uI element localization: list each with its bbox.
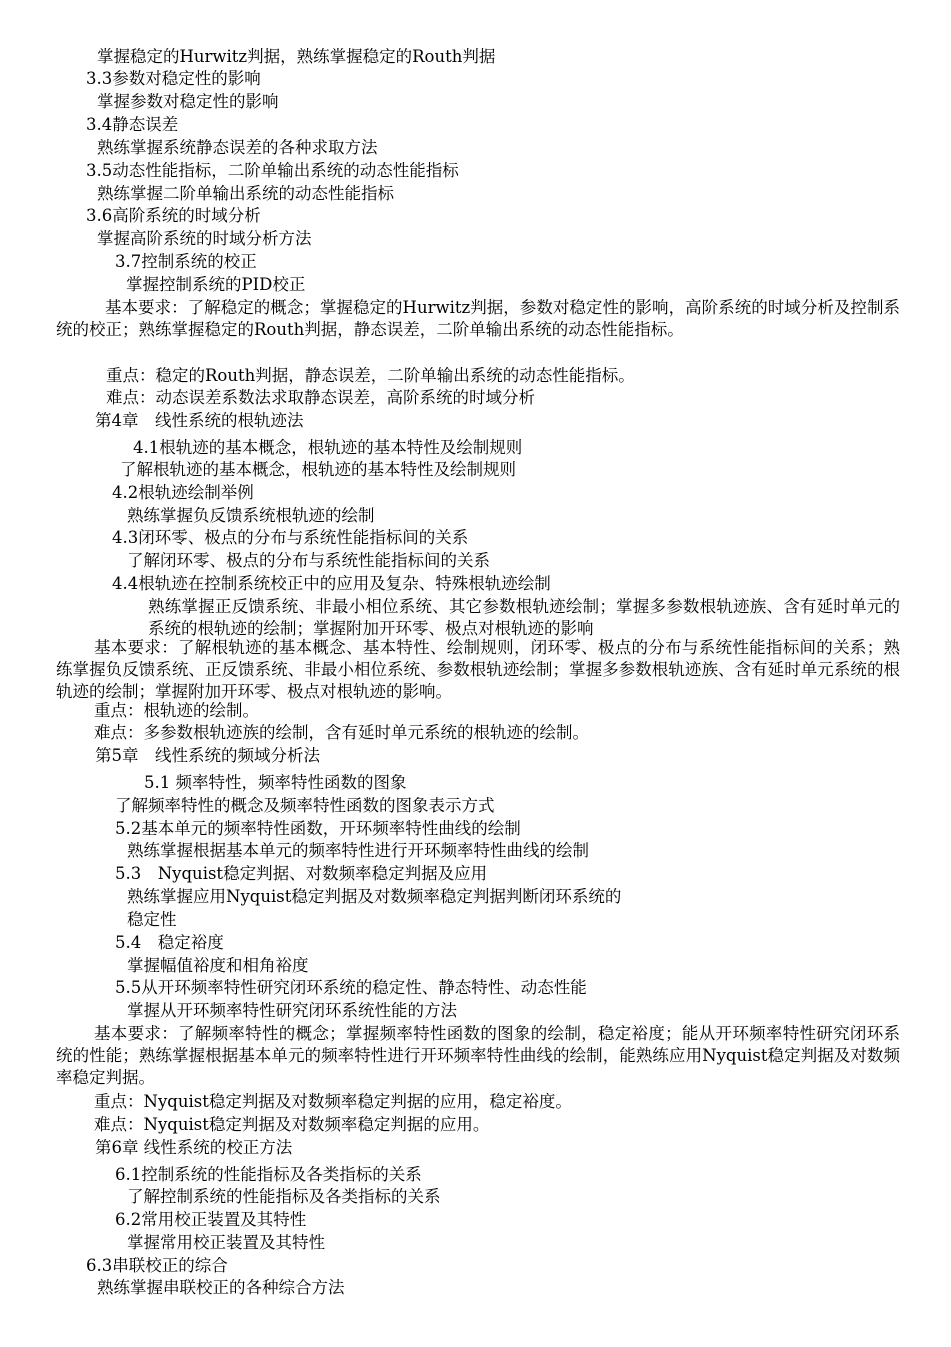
section-heading: 3.5动态性能指标，二阶单输出系统的动态性能指标 bbox=[86, 161, 459, 180]
key-points-line: 重点：根轨迹的绘制。 bbox=[94, 701, 259, 720]
chapter-heading: 第5章 线性系统的频域分析法 bbox=[95, 746, 320, 765]
text-line: 掌握控制系统的PID校正 bbox=[126, 275, 306, 294]
text-line: 熟练掌握应用Nyquist稳定判据及对数频率稳定判据判断闭环系统的 bbox=[127, 887, 622, 906]
difficulties-line: 难点：动态误差系数法求取静态误差，高阶系统的时域分析 bbox=[106, 388, 535, 407]
text-line: 熟练掌握系统静态误差的各种求取方法 bbox=[97, 138, 378, 157]
difficulties-line: 难点：多参数根轨迹族的绘制，含有延时单元系统的根轨迹的绘制。 bbox=[94, 723, 589, 742]
key-points-line: 重点：稳定的Routh判据，静态误差，二阶单输出系统的动态性能指标。 bbox=[106, 366, 635, 385]
section-heading: 3.3参数对稳定性的影响 bbox=[86, 69, 261, 88]
text-line: 掌握从开环频率特性研究闭环系统性能的方法 bbox=[127, 1001, 457, 1020]
section-heading: 5.3 Nyquist稳定判据、对数频率稳定判据及应用 bbox=[115, 864, 488, 883]
section-heading: 5.1 频率特性，频率特性函数的图象 bbox=[144, 773, 407, 792]
chapter-heading: 第4章 线性系统的根轨迹法 bbox=[95, 411, 304, 430]
text-line: 熟练掌握二阶单输出系统的动态性能指标 bbox=[97, 184, 394, 203]
section-heading: 4.4根轨迹在控制系统校正中的应用及复杂、特殊根轨迹绘制 bbox=[112, 574, 551, 593]
key-points-line: 重点：Nyquist稳定判据及对数频率稳定判据的应用，稳定裕度。 bbox=[94, 1092, 572, 1111]
text-line: 了解根轨迹的基本概念，根轨迹的基本特性及绘制规则 bbox=[120, 460, 516, 479]
text-line: 熟练掌握根据基本单元的频率特性进行开环频率特性曲线的绘制 bbox=[127, 841, 589, 860]
text-line: 了解频率特性的概念及频率特性函数的图象表示方式 bbox=[115, 796, 495, 815]
basic-requirements-paragraph: 基本要求：了解根轨迹的基本概念、基本特性、绘制规则，闭环零、极点的分布与系统性能指标间的关系；熟练掌握负反馈系统、正反馈系统、非最小相位系统、参数根轨迹绘制；掌握多参数根轨迹族、含有延时单元系统的根轨迹的绘制；掌握附加开环零、极点对根轨迹的影响。 bbox=[56, 638, 900, 701]
text-line: 掌握常用校正装置及其特性 bbox=[127, 1233, 325, 1252]
text-line: 了解控制系统的性能指标及各类指标的关系 bbox=[127, 1187, 441, 1206]
basic-requirements-paragraph: 基本要求：了解频率特性的概念；掌握频率特性函数的图象的绘制，稳定裕度；能从开环频率特性研究闭环系统的性能；熟练掌握根据基本单元的频率特性进行开环频率特性曲线的绘制，能熟练应用Nyquist稳定判据及对数频率稳定判据。 bbox=[56, 1024, 900, 1087]
section-heading: 6.1控制系统的性能指标及各类指标的关系 bbox=[115, 1165, 422, 1184]
section-heading: 3.4静态误差 bbox=[86, 115, 179, 134]
section-heading: 4.1根轨迹的基本概念，根轨迹的基本特性及绘制规则 bbox=[133, 438, 523, 457]
section-heading: 6.2常用校正装置及其特性 bbox=[115, 1210, 307, 1229]
section-heading: 5.2基本单元的频率特性函数，开环频率特性曲线的绘制 bbox=[115, 819, 521, 838]
section-heading: 4.3闭环零、极点的分布与系统性能指标间的关系 bbox=[112, 528, 469, 547]
text-line: 掌握高阶系统的时域分析方法 bbox=[97, 229, 312, 248]
chapter-heading: 第6章 线性系统的校正方法 bbox=[95, 1138, 293, 1157]
text-line: 熟练掌握负反馈系统根轨迹的绘制 bbox=[127, 506, 375, 525]
basic-requirements-paragraph: 基本要求：了解稳定的概念；掌握稳定的Hurwitz判据，参数对稳定性的影响，高阶系统的时域分析及控制系统的校正；熟练掌握稳定的Routh判据，静态误差，二阶单输出系统的动态性能指标。 bbox=[56, 298, 900, 339]
text-line: 熟练掌握串联校正的各种综合方法 bbox=[97, 1278, 345, 1297]
text-line: 了解闭环零、极点的分布与系统性能指标间的关系 bbox=[127, 551, 490, 570]
section-heading: 5.5从开环频率特性研究闭环系统的稳定性、静态特性、动态性能 bbox=[115, 978, 587, 997]
section-heading: 3.7控制系统的校正 bbox=[115, 252, 257, 271]
text-line: 掌握参数对稳定性的影响 bbox=[97, 92, 279, 111]
section-heading: 6.3串联校正的综合 bbox=[86, 1256, 228, 1275]
difficulties-line: 难点：Nyquist稳定判据及对数频率稳定判据的应用。 bbox=[94, 1115, 490, 1134]
text-line: 稳定性 bbox=[127, 910, 177, 929]
section-heading: 4.2根轨迹绘制举例 bbox=[112, 483, 254, 502]
section-heading: 3.6高阶系统的时域分析 bbox=[86, 206, 261, 225]
text-line: 掌握幅值裕度和相角裕度 bbox=[127, 956, 309, 975]
text-line: 掌握稳定的Hurwitz判据，熟练掌握稳定的Routh判据 bbox=[97, 47, 496, 66]
section-heading: 5.4 稳定裕度 bbox=[115, 933, 224, 952]
text-paragraph: 熟练掌握正反馈系统、非最小相位系统、其它参数根轨迹绘制；掌握多参数根轨迹族、含有延时单元的系统的根轨迹的绘制；掌握附加开环零、极点对根轨迹的影响 bbox=[148, 597, 900, 638]
